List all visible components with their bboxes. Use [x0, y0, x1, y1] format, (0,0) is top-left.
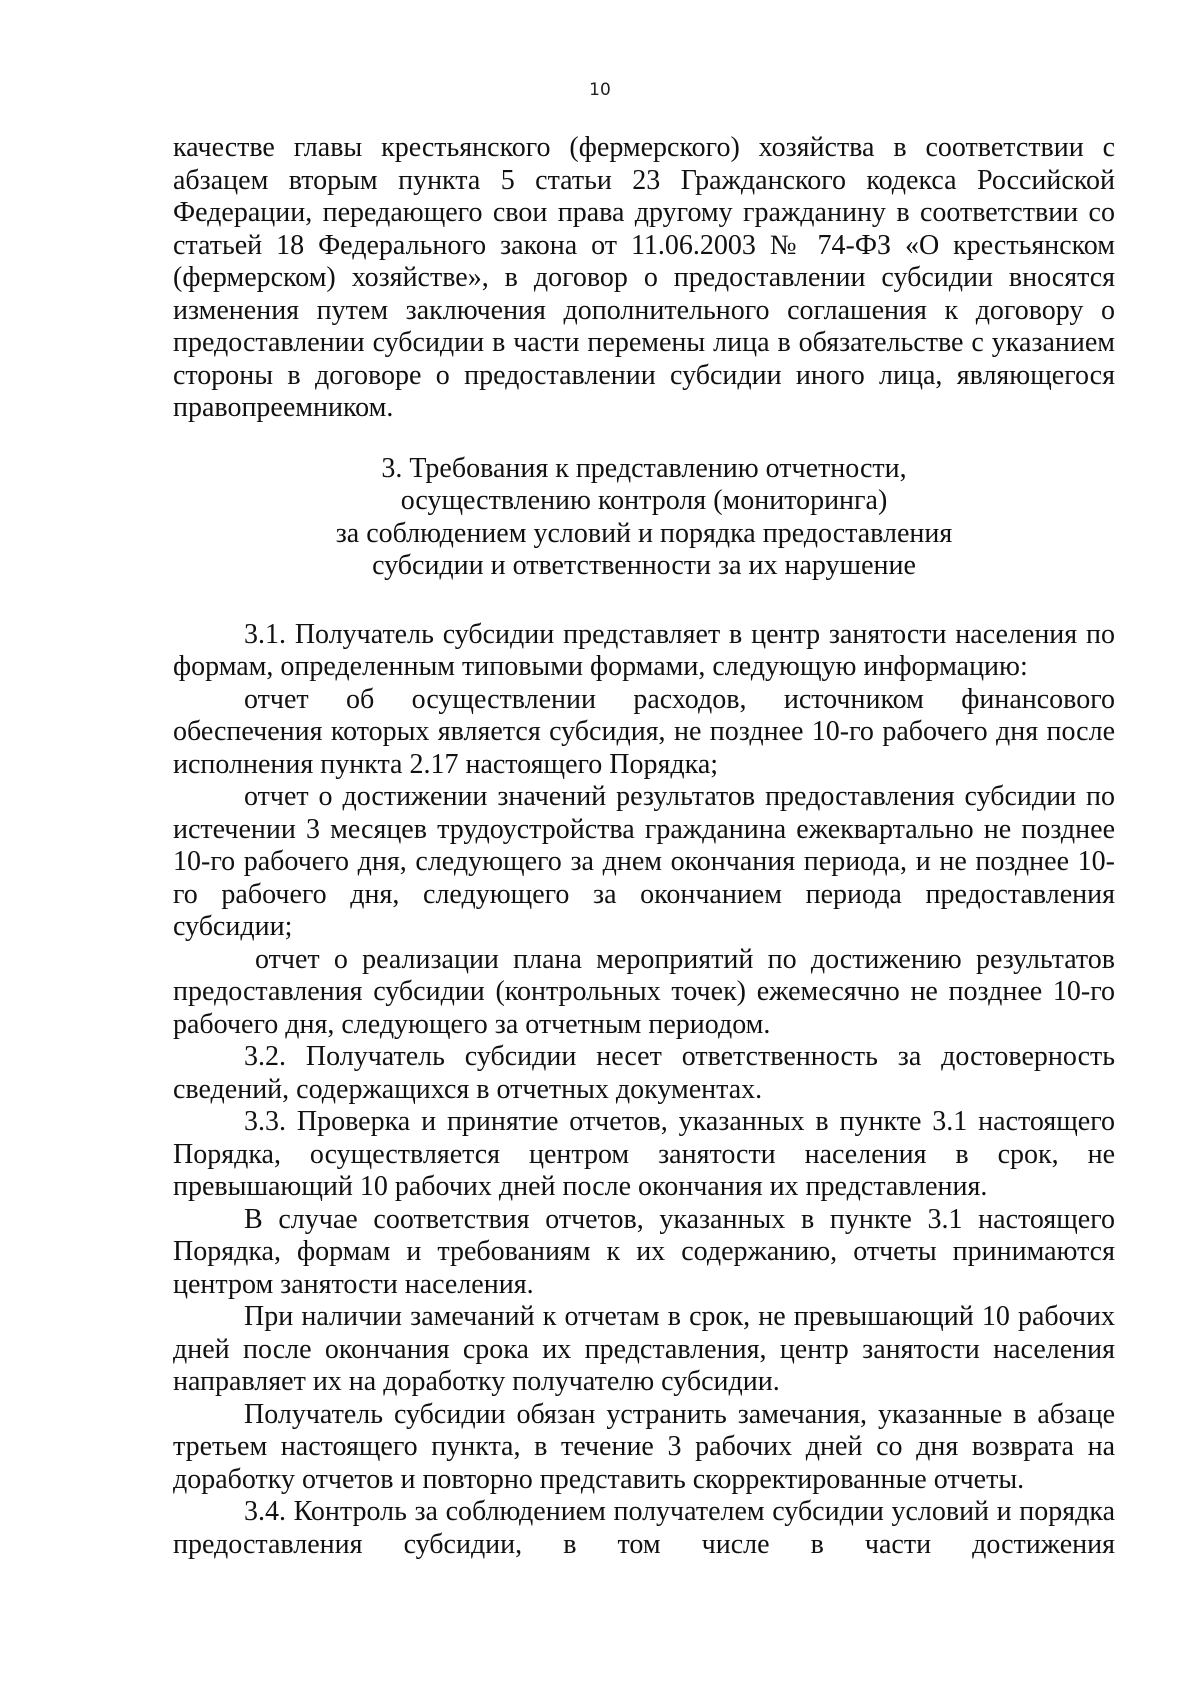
document-body — [173, 132, 1115, 1561]
paragraph-reports-accepted: В случае соответствия отчетов, указанных в пункте 3.1 настоящего Порядка, формам и требованиям к их содержанию, отчеты принимаются центром занятости населения. — [173, 1203, 1115, 1300]
intro-paragraph: качестве главы крестьянского (фермерского) хозяйства в соответствии с абзацем вторым пункта 5 статьи 23 Гражданского кодекса Российской Федерации, передающего свои права другому гражданину в соответствии со статьей 18 Федерального закона от 11.06.2003 № 74-ФЗ «О крестьянском (фермерском) хозяйстве», в договор о предоставлении субсидии вносятся изменения путем заключения дополнительного соглашения к договору о предоставлении субсидии в части перемены лица в обязательстве с указанием стороны в договоре о предоставлении субсидии иного лица, являющегося правопреемником. — [173, 132, 1115, 423]
paragraph-3-2: 3.2. Получатель субсидии несет ответственность за достоверность сведений, содержащихся в отчетных документах. — [173, 1041, 1115, 1105]
paragraph-expense-report: отчет об осуществлении расходов, источником финансового обеспечения которых является субсидия, не позднее 10-го рабочего дня после исполнения пункта 2.17 настоящего Порядка; — [173, 683, 1115, 780]
paragraph-3-3: 3.3. Проверка и принятие отчетов, указанных в пункте 3.1 настоящего Порядка, осуществляется центром занятости населения в срок, не превышающий 10 рабочих дней после окончания их представления. — [173, 1106, 1115, 1202]
paragraph-plan-report: отчет о реализации плана мероприятий по достижению результатов предоставления субсидии (контрольных точек) ежемесячно не позднее 10-го рабочего дня, следующего за отчетным периодом. — [173, 943, 1115, 1040]
paragraph-3-4: 3.4. Контроль за соблюдением получателем субсидии условий и порядка предоставления субсидии, в том числе в части достижения — [173, 1496, 1115, 1560]
section-heading — [173, 453, 1115, 583]
paragraph-fix-remarks: Получатель субсидии обязан устранить замечания, указанные в абзаце третьем настоящего пункта, в течение 3 рабочих дней со дня возврата на доработку отчетов и повторно представить скорректированные отчеты. — [173, 1398, 1115, 1495]
section-heading-line: за соблюдением условий и порядка предоставления — [335, 517, 953, 549]
paragraph-remarks: При наличии замечаний к отчетам в срок, не превышающий 10 рабочих дней после окончания срока их представления, центр занятости населения направляет их на доработку получателю субсидии. — [173, 1301, 1115, 1397]
paragraph-results-report: отчет о достижении значений результатов предоставления субсидии по истечении 3 месяцев трудоустройства гражданина ежеквартально не позднее 10-го рабочего дня, следующего за днем окончания периода, и не позднее 10-го рабочего дня, следующего за окончанием периода предоставления субсидии; — [173, 781, 1115, 942]
section-heading-line: 3. Требования к представлению отчетности, — [381, 452, 907, 484]
section-heading-line: субсидии и ответственности за их нарушение — [372, 550, 916, 581]
page-number: 10 — [589, 80, 611, 100]
paragraph-3-1: 3.1. Получатель субсидии представляет в центр занятости населения по формам, определенным типовыми формами, следующую информацию: — [173, 618, 1115, 682]
section-heading-line: осуществлению контроля (мониторинга) — [400, 485, 888, 516]
